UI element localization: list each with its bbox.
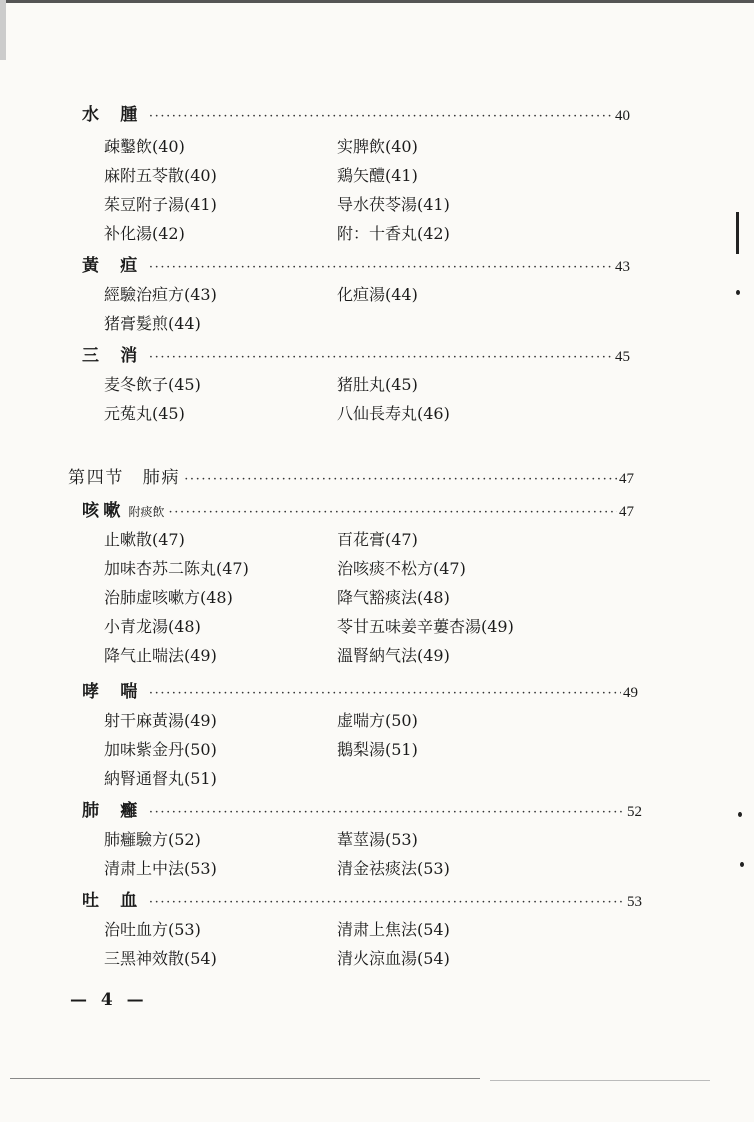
scan-top-edge xyxy=(0,0,754,3)
toc-item: 治肺虚咳嗽方(48) xyxy=(104,588,233,607)
page-number: 47 xyxy=(619,471,634,487)
toc-item: 降气止喘法(49) xyxy=(104,646,217,665)
page-number: 45 xyxy=(615,349,630,365)
heading-title: 三 消 xyxy=(82,346,145,366)
toc-heading xyxy=(82,100,630,125)
toc-item: 止嗽散(47) xyxy=(104,530,185,549)
toc-heading xyxy=(82,886,642,911)
dot-leader xyxy=(149,805,625,820)
toc-item: 經驗治疸方(43) xyxy=(104,285,217,304)
toc-item: 治咳痰不松方(47) xyxy=(337,559,466,578)
toc-item: 苓甘五味姜辛蔞杏湯(49) xyxy=(337,617,514,636)
toc-item: 射干麻黃湯(49) xyxy=(104,711,217,730)
heading-title: 哮 喘 xyxy=(82,682,145,702)
dot-leader xyxy=(184,472,617,487)
toc-heading xyxy=(82,341,630,366)
scan-speck xyxy=(738,812,742,817)
dot-leader xyxy=(149,350,613,365)
toc-item: 补化湯(42) xyxy=(104,224,185,243)
toc-item: 鵝梨湯(51) xyxy=(337,740,418,759)
dot-leader xyxy=(169,505,617,520)
dot-leader xyxy=(149,109,613,124)
scan-speck xyxy=(736,290,740,295)
toc-item: 实脾飲(40) xyxy=(337,137,418,156)
toc-item: 清肃上中法(53) xyxy=(104,859,217,878)
toc-heading xyxy=(82,677,638,702)
toc-item: 茱豆附子湯(41) xyxy=(104,195,217,214)
heading-title: 水 腫 xyxy=(82,105,145,125)
page-footer-number: — 4 — xyxy=(70,990,148,1010)
toc-section xyxy=(68,463,634,488)
dot-leader xyxy=(149,260,613,275)
page-number: 53 xyxy=(627,894,642,910)
toc-item: 麻附五苓散(40) xyxy=(104,166,217,185)
section-title: 第四节 肺病 xyxy=(68,468,181,488)
page-number: 40 xyxy=(615,108,630,124)
toc-item: 附：十香丸(42) xyxy=(337,224,450,243)
toc-item: 小青龙湯(48) xyxy=(104,617,201,636)
toc-item: 八仙長寿丸(46) xyxy=(337,404,450,423)
toc-item: 清火涼血湯(54) xyxy=(337,949,450,968)
scan-bottom-edge xyxy=(10,1078,480,1079)
toc-heading xyxy=(82,796,642,821)
toc-item: 鶏矢醴(41) xyxy=(337,166,418,185)
toc-item: 疎鑿飲(40) xyxy=(104,137,185,156)
toc-item: 降气豁痰法(48) xyxy=(337,588,450,607)
heading-title: 黃 疸 xyxy=(82,256,145,276)
toc-item: 治吐血方(53) xyxy=(104,920,201,939)
toc-item: 百花膏(47) xyxy=(337,530,418,549)
scan-speck xyxy=(736,212,739,254)
toc-item: 葦莖湯(53) xyxy=(337,830,418,849)
toc-item: 清肃上焦法(54) xyxy=(337,920,450,939)
heading-title: 咳嗽 xyxy=(82,501,125,521)
toc-item: 肺癰驗方(52) xyxy=(104,830,201,849)
toc-item: 元菟丸(45) xyxy=(104,404,185,423)
toc-item: 化疸湯(44) xyxy=(337,285,418,304)
scan-left-edge xyxy=(0,0,6,60)
toc-item: 猪膏髮煎(44) xyxy=(104,314,201,333)
toc-item: 三黑神效散(54) xyxy=(104,949,217,968)
heading-title: 吐 血 xyxy=(82,891,145,911)
scan-bottom-edge-right xyxy=(490,1080,710,1081)
toc-item: 虚喘方(50) xyxy=(337,711,418,730)
toc-item: 加味杏苏二陈丸(47) xyxy=(104,559,249,578)
toc-heading xyxy=(82,496,634,521)
toc-item: 納腎通督丸(51) xyxy=(104,769,217,788)
dot-leader xyxy=(149,686,621,701)
toc-heading xyxy=(82,251,630,276)
page-number: 49 xyxy=(623,685,638,701)
toc-item: 导水茯苓湯(41) xyxy=(337,195,450,214)
page-number: 52 xyxy=(627,804,642,820)
toc-item: 清金祛痰法(53) xyxy=(337,859,450,878)
toc-item: 溫腎納气法(49) xyxy=(337,646,450,665)
scan-speck xyxy=(740,862,744,867)
page-number: 47 xyxy=(619,504,634,520)
toc-item: 麦冬飲子(45) xyxy=(104,375,201,394)
page-number: 43 xyxy=(615,259,630,275)
toc-item: 猪肚丸(45) xyxy=(337,375,418,394)
dot-leader xyxy=(149,895,625,910)
heading-title: 肺 癰 xyxy=(82,801,145,821)
heading-note: 附痰飲 xyxy=(128,505,165,519)
toc-item: 加味紫金丹(50) xyxy=(104,740,217,759)
